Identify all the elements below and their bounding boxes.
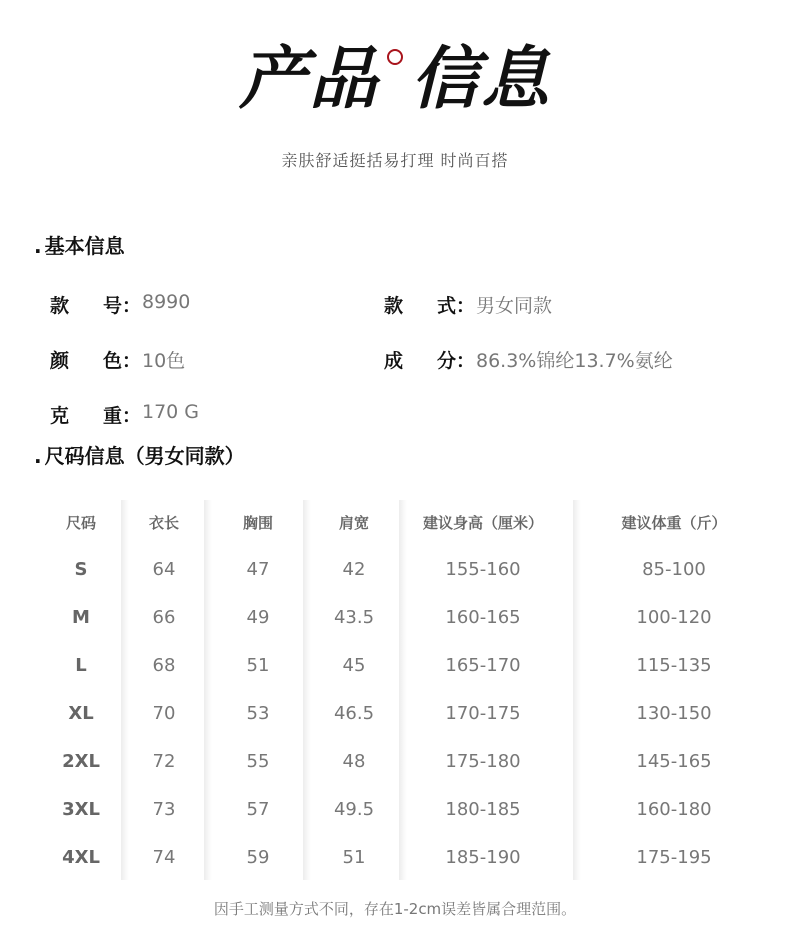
size-label-cell: S — [74, 559, 88, 580]
size-info-heading — [34, 440, 245, 469]
table-cell: 155-160 — [445, 559, 521, 580]
table-cell: 45 — [342, 655, 366, 676]
table-cell: 42 — [342, 559, 366, 580]
table-cell: 170-175 — [445, 703, 521, 724]
label-char: 重 — [102, 405, 122, 427]
label-char: 克 — [50, 405, 70, 427]
table-cell: 74 — [152, 847, 176, 868]
table-cell: 100-120 — [636, 607, 712, 628]
table-cell: 48 — [342, 751, 366, 772]
table-cell: 180-185 — [445, 799, 521, 820]
title-ring-icon — [387, 49, 403, 65]
bullet-dot: . — [34, 234, 42, 258]
table-header-cell: 胸围 — [242, 514, 273, 532]
label-style — [384, 291, 456, 318]
table-cell: 145-165 — [636, 751, 712, 772]
col-height — [393, 500, 573, 880]
size-label-cell: M — [72, 607, 90, 628]
table-cell: 46.5 — [333, 703, 375, 724]
colon: ： — [122, 405, 142, 427]
table-cell: 165-170 — [445, 655, 521, 676]
label-char: 色 — [102, 350, 122, 372]
size-label-cell: XL — [68, 703, 94, 724]
table-header-cell: 建议体重（斤） — [621, 514, 727, 532]
size-label-cell: L — [75, 655, 87, 676]
table-cell: 175-195 — [636, 847, 712, 868]
label-composition — [384, 346, 456, 373]
value-color: 10色 — [142, 350, 186, 372]
label-char: 分 — [436, 350, 456, 372]
table-cell: 49 — [246, 607, 270, 628]
table-cell: 85-100 — [642, 559, 706, 580]
table-cell: 160-180 — [636, 799, 712, 820]
value-style-no: 8990 — [142, 291, 191, 313]
label-style-no — [50, 291, 122, 318]
value-composition: 86.3%锦纶13.7%氨纶 — [476, 350, 673, 372]
size-label-cell: 4XL — [62, 847, 100, 868]
table-cell: 47 — [246, 559, 270, 580]
colon: ： — [122, 350, 142, 372]
size-label-cell: 3XL — [62, 799, 100, 820]
value-weight: 170 G — [142, 401, 200, 423]
table-cell: 68 — [152, 655, 176, 676]
table-cell: 59 — [246, 847, 270, 868]
col-weight — [574, 500, 774, 880]
table-header-cell: 尺码 — [65, 514, 96, 532]
table-header-cell: 肩宽 — [338, 514, 369, 532]
table-cell: 160-165 — [445, 607, 521, 628]
table-cell: 130-150 — [636, 703, 712, 724]
value-style: 男女同款 — [476, 295, 553, 317]
label-char: 颜 — [50, 350, 70, 372]
footnote: 因手工测量方式不同，存在1-2cm误差皆属合理范围。 — [213, 900, 577, 918]
table-cell: 51 — [246, 655, 270, 676]
basic-info-heading-text: 基本信息 — [44, 234, 125, 258]
label-color — [50, 346, 122, 373]
subtitle: 亲肤舒适挺括易打理 时尚百搭 — [281, 151, 509, 170]
col-size — [41, 500, 121, 880]
table-cell: 55 — [246, 751, 270, 772]
col-chest — [213, 500, 303, 880]
label-char: 款 — [50, 295, 70, 317]
table-cell: 115-135 — [636, 655, 712, 676]
basic-info-heading — [34, 230, 125, 259]
col-shoulder — [309, 500, 399, 880]
label-char: 式 — [436, 295, 456, 317]
table-cell: 57 — [246, 799, 270, 820]
table-cell: 66 — [152, 607, 176, 628]
table-cell: 64 — [152, 559, 176, 580]
table-header-cell: 衣长 — [148, 514, 179, 532]
table-cell: 70 — [152, 703, 176, 724]
col-length — [124, 500, 204, 880]
table-header-cell: 建议身高（厘米） — [422, 514, 543, 532]
page-title — [0, 34, 790, 124]
table-cell: 43.5 — [333, 607, 375, 628]
size-label-cell: 2XL — [62, 751, 100, 772]
colon: ： — [456, 295, 476, 317]
table-cell: 175-180 — [445, 751, 521, 772]
table-cell: 73 — [152, 799, 176, 820]
title-left: 产品 — [238, 39, 379, 119]
label-weight — [50, 401, 122, 428]
label-char: 号 — [102, 295, 122, 317]
table-cell: 51 — [342, 847, 366, 868]
colon: ： — [456, 350, 476, 372]
title-right: 信息 — [411, 39, 552, 119]
colon: ： — [122, 295, 142, 317]
label-char: 款 — [384, 295, 404, 317]
table-cell: 53 — [246, 703, 270, 724]
table-cell: 49.5 — [333, 799, 375, 820]
label-char: 成 — [384, 350, 404, 372]
bullet-dot: . — [34, 444, 42, 468]
size-info-heading-text: 尺码信息（男女同款） — [44, 444, 245, 468]
table-cell: 185-190 — [445, 847, 521, 868]
table-cell: 72 — [152, 751, 176, 772]
